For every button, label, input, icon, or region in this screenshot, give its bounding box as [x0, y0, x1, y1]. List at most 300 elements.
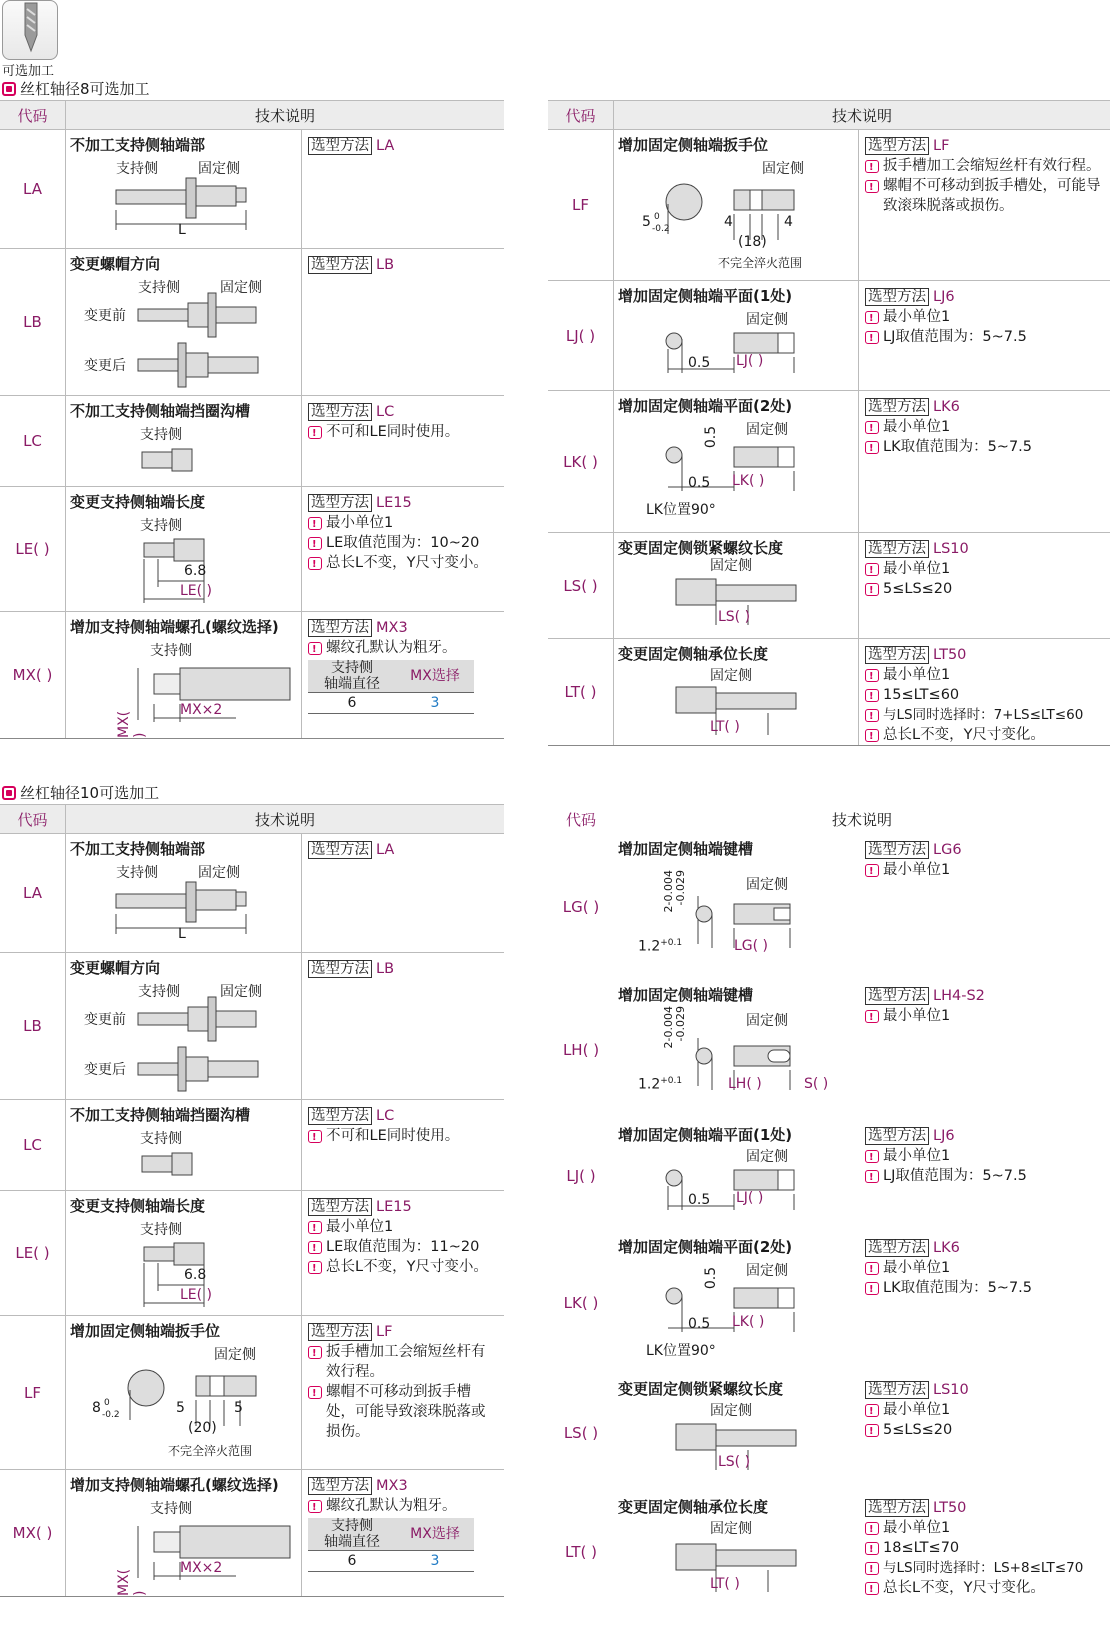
- shaft-diagram: [114, 174, 294, 244]
- table-row: [0, 1100, 504, 1191]
- diagram-label: S( ): [804, 1076, 829, 1092]
- diagram-label: 0.5: [688, 1316, 711, 1332]
- note-item: ! LJ取值范围为：5~7.5: [865, 327, 1104, 347]
- note-item: ! LK取值范围为：5~7.5: [865, 1278, 1104, 1298]
- warning-icon: [308, 557, 322, 570]
- note-item: ! 总长L不变，Y尺寸变化。: [865, 725, 1104, 745]
- diagram-label: 支持侧: [140, 518, 182, 534]
- warning-icon: [308, 1221, 322, 1234]
- note-item: ! LK取值范围为：5~7.5: [865, 437, 1104, 457]
- double-flat-diagram: [664, 441, 854, 501]
- option-title: 增加固定侧轴端平面(2处): [618, 397, 793, 415]
- option-title: 变更螺帽方向: [70, 255, 161, 273]
- selection-spec: [859, 1120, 1110, 1232]
- option-code: LA: [0, 834, 66, 952]
- tech-description: [614, 639, 859, 745]
- table-row: [0, 1316, 504, 1470]
- warning-icon: [865, 421, 879, 434]
- note-item: ! 最小单位1: [865, 860, 1104, 880]
- tech-description: [614, 391, 859, 532]
- diagram-label: LK( ): [732, 473, 765, 489]
- diagram-label: 支持侧: [138, 984, 180, 1000]
- tech-description: [66, 1191, 302, 1315]
- diagram-label: -0.2: [102, 1410, 120, 1420]
- option-title: 变更支持侧轴端长度: [70, 1197, 206, 1215]
- select-example: LE15: [376, 1199, 412, 1215]
- option-code: MX( ): [0, 1470, 66, 1596]
- table-row: [548, 281, 1110, 391]
- diagram-label: LT( ): [710, 719, 740, 735]
- warning-icon: [865, 1262, 879, 1275]
- diagram-label: 2-0.004: [662, 1006, 675, 1049]
- diagram-label: LT( ): [710, 1576, 740, 1592]
- tech-description: [614, 130, 859, 280]
- select-example: LS10: [933, 1382, 969, 1398]
- table-row: [548, 834, 1110, 980]
- warning-icon: [865, 331, 879, 344]
- note-item: ! 与LS同时选择时：7+LS≤LT≤60: [865, 705, 1104, 725]
- diagram-label: 5: [234, 1400, 243, 1416]
- table-row: [0, 1191, 504, 1316]
- table-row: [548, 1374, 1110, 1492]
- diagram-label: LS( ): [718, 609, 751, 625]
- option-title: 增加固定侧轴端键槽: [618, 840, 754, 858]
- retaining-groove-diagram: [140, 448, 200, 478]
- warning-icon: [865, 864, 879, 877]
- diagram-label: 变更后: [84, 358, 126, 374]
- note-item: ! 最小单位1: [865, 665, 1104, 685]
- option-title: 增加支持侧轴端螺孔(螺纹选择): [70, 618, 279, 636]
- warning-icon: [865, 1562, 879, 1575]
- table-row: [548, 533, 1110, 639]
- option-code: LT( ): [565, 1543, 597, 1561]
- table-s8-right: [548, 100, 1110, 746]
- note-item: ! LJ取值范围为：5~7.5: [865, 1166, 1104, 1186]
- diagram-label: 不完全淬火范围: [718, 256, 803, 270]
- option-code: LE( ): [0, 487, 66, 611]
- tech-description: [66, 834, 302, 952]
- note-item: ! 扳手槽加工会缩短丝杆有效行程。: [865, 156, 1104, 176]
- select-method-badge: 选型方法: [308, 256, 372, 274]
- table-s8-left: [0, 100, 504, 739]
- option-code: MX( ): [0, 612, 66, 738]
- diagram-label: 变更前: [84, 1012, 126, 1028]
- select-example: LK6: [933, 1240, 960, 1256]
- diagram-label: 支持侧: [140, 1222, 182, 1238]
- note-item: ! 螺纹孔默认为粗牙。: [308, 1496, 498, 1516]
- diagram-label: 6.8: [184, 1267, 207, 1283]
- select-example: LG6: [933, 842, 962, 858]
- diagram-label: LE( ): [180, 583, 213, 599]
- diagram-label: 固定侧: [710, 1403, 752, 1419]
- warning-icon: [865, 1582, 879, 1595]
- diagram-label: LK位置90°: [646, 502, 716, 518]
- diagram-label: -0.029: [674, 1006, 687, 1042]
- diagram-label: 0: [104, 1398, 110, 1408]
- table-row: [0, 834, 504, 953]
- table-header: 代码 技术说明: [565, 810, 892, 829]
- diagram-label: -0.2: [652, 224, 670, 234]
- table-row: [548, 639, 1110, 745]
- note-item: ! 最小单位1: [865, 1518, 1104, 1538]
- diagram-label: L: [178, 926, 186, 942]
- selection-spec: [859, 980, 1110, 1120]
- table-row: [548, 980, 1110, 1120]
- option-code: LK( ): [548, 391, 614, 532]
- warning-icon: [308, 517, 322, 530]
- option-title: 增加固定侧轴端平面(1处): [618, 287, 793, 305]
- tech-description: [614, 1232, 859, 1374]
- diagram-label: MX( ): [116, 1568, 148, 1596]
- diagram-label: 8: [92, 1400, 101, 1416]
- selection-spec: [302, 396, 504, 486]
- table-row: [0, 396, 504, 487]
- select-method-badge: 选型方法: [308, 960, 372, 978]
- selection-spec: [859, 1492, 1110, 1612]
- diagram-label: 固定侧: [198, 161, 240, 177]
- selection-spec: [302, 130, 504, 248]
- diagram-label: 支持侧: [116, 865, 158, 881]
- option-title: 变更固定侧锁紧螺纹长度: [618, 539, 784, 557]
- diagram-label: 0.5: [688, 355, 711, 371]
- diagram-label: 固定侧: [220, 984, 262, 1000]
- warning-icon: [865, 1404, 879, 1417]
- diagram-label: 固定侧: [214, 1347, 256, 1363]
- select-example: LF: [933, 138, 950, 154]
- option-title: 不加工支持侧轴端部: [70, 136, 206, 154]
- warning-icon: [308, 1346, 322, 1359]
- note-item: ! 总长L不变，Y尺寸变小。: [308, 553, 498, 573]
- select-example: LC: [376, 404, 395, 420]
- table-row: [548, 1232, 1110, 1374]
- selection-spec: [302, 834, 504, 952]
- select-example: LB: [376, 961, 395, 977]
- mx-table: 支持侧 轴端直径 MX选择 6 3: [308, 660, 474, 714]
- top-icon-label: 可选加工: [2, 64, 55, 79]
- selection-spec: [859, 281, 1110, 390]
- warning-icon: [865, 563, 879, 576]
- diagram-label: LS( ): [718, 1454, 751, 1470]
- select-example: LT50: [933, 647, 967, 663]
- select-example: LC: [376, 1108, 395, 1124]
- note-item: ! 最小单位1: [865, 1006, 1104, 1026]
- select-method-badge: 选型方法: [308, 137, 372, 155]
- diagram-label: 5: [176, 1400, 185, 1416]
- diagram-label: MX×2: [180, 702, 223, 718]
- nut-direction-diagram: [136, 993, 296, 1093]
- selection-spec: [859, 1232, 1110, 1374]
- diagram-label: 固定侧: [220, 280, 262, 296]
- note-item: ! 扳手槽加工会缩短丝杆有效行程。: [308, 1342, 498, 1382]
- diagram-label: MX×2: [180, 1560, 223, 1576]
- select-method-badge: 选型方法: [308, 841, 372, 859]
- warning-icon: [308, 1130, 322, 1143]
- note-item: ! LE取值范围为：10~20: [308, 533, 498, 553]
- option-title: 不加工支持侧轴端部: [70, 840, 206, 858]
- diagram-label: 固定侧: [746, 422, 788, 438]
- warning-icon: [308, 537, 322, 550]
- selection-spec: [302, 1470, 504, 1596]
- table-row: [0, 612, 504, 738]
- option-title: 变更固定侧轴承位长度: [618, 1498, 769, 1516]
- retaining-groove-diagram: [140, 1152, 200, 1182]
- selection-spec: [859, 391, 1110, 532]
- diagram-label: 固定侧: [746, 877, 788, 893]
- table-header: 代码 技术说明: [0, 100, 504, 130]
- note-item: ! 总长L不变，Y尺寸变小。: [308, 1257, 498, 1277]
- section-8-title: 丝杠轴径8可选加工: [2, 78, 150, 99]
- select-method-badge: 选型方法: [865, 646, 929, 664]
- option-code: LA: [0, 130, 66, 248]
- section-bullet-icon: [2, 786, 16, 800]
- option-code: LB: [0, 249, 66, 395]
- diagram-label: 不完全淬火范围: [168, 1444, 253, 1458]
- tech-description: [66, 130, 302, 248]
- diagram-label: LE( ): [180, 1287, 213, 1303]
- tech-description: [66, 953, 302, 1099]
- select-method-badge: 选型方法: [865, 288, 929, 306]
- table-row: [548, 1492, 1110, 1612]
- double-flat-diagram: [664, 1282, 854, 1342]
- diagram-label: 0.5: [688, 1192, 711, 1208]
- tech-description: [614, 281, 859, 390]
- note-item: ! 最小单位1: [865, 1146, 1104, 1166]
- diagram-label: 6.8: [184, 563, 207, 579]
- diagram-label: LJ( ): [736, 1190, 764, 1206]
- note-item: ! 螺纹孔默认为粗牙。: [308, 638, 498, 658]
- diagram-label: 5: [642, 214, 651, 230]
- selection-spec: [302, 1100, 504, 1190]
- warning-icon: [865, 1150, 879, 1163]
- warning-icon: [865, 583, 879, 596]
- select-example: LB: [376, 257, 395, 273]
- note-item: ! 总长L不变，Y尺寸变化。: [865, 1578, 1104, 1598]
- select-method-badge: 选型方法: [865, 540, 929, 558]
- selection-spec: [859, 533, 1110, 638]
- note-item: ! 不可和LE同时使用。: [308, 422, 498, 442]
- select-example: MX3: [376, 620, 408, 636]
- option-title: 增加固定侧轴端扳手位: [618, 136, 769, 154]
- selection-spec: [302, 1191, 504, 1315]
- warning-icon: [865, 1170, 879, 1183]
- tech-description: [66, 1316, 302, 1469]
- diagram-label: 固定侧: [746, 312, 788, 328]
- warning-icon: [865, 1522, 879, 1535]
- option-title: 不加工支持侧轴端挡圈沟槽: [70, 402, 251, 420]
- warning-icon: [308, 1500, 322, 1513]
- warning-icon: [865, 160, 879, 173]
- tech-description: [614, 980, 859, 1120]
- diagram-label: $1.2^{+0.1}$: [638, 1076, 683, 1093]
- diagram-label: MX( ): [116, 710, 148, 738]
- section-bullet-icon: [2, 82, 16, 96]
- note-item: ! 最小单位1: [308, 513, 498, 533]
- note-item: ! 15≤LT≤60: [865, 685, 1104, 705]
- diagram-label: 固定侧: [710, 668, 752, 684]
- diagram-label: L: [178, 222, 186, 238]
- select-example: LA: [376, 138, 395, 154]
- select-example: LT50: [933, 1500, 967, 1516]
- option-code: LF: [0, 1316, 66, 1469]
- diagram-label: 支持侧: [140, 427, 182, 443]
- diagram-label: 支持侧: [138, 280, 180, 296]
- tech-description: [66, 612, 302, 738]
- option-title: 增加支持侧轴端螺孔(螺纹选择): [70, 1476, 279, 1494]
- warning-icon: [865, 1282, 879, 1295]
- select-example: LF: [376, 1324, 393, 1340]
- selection-spec: [302, 1316, 504, 1469]
- diagram-label: 0.5: [703, 425, 720, 449]
- select-example: LJ6: [933, 1128, 955, 1144]
- select-method-badge: 选型方法: [308, 619, 372, 637]
- tech-description: [66, 1100, 302, 1190]
- tech-description: [614, 1374, 859, 1492]
- option-code: LE( ): [0, 1191, 66, 1315]
- option-code: LC: [0, 1100, 66, 1190]
- tech-description: [614, 1492, 859, 1612]
- table-row: [0, 249, 504, 396]
- note-item: ! 不可和LE同时使用。: [308, 1126, 498, 1146]
- diagram-label: (18): [738, 234, 767, 250]
- table-row: [548, 130, 1110, 281]
- option-title: 变更固定侧轴承位长度: [618, 645, 769, 663]
- tech-description: [614, 834, 859, 980]
- select-method-badge: 选型方法: [308, 1107, 372, 1125]
- selection-spec: [302, 487, 504, 611]
- note-item: ! 与LS同时选择时：LS+8≤LT≤70: [865, 1558, 1104, 1578]
- note-item: ! 螺帽不可移动到扳手槽处，可能导致滚珠脱落或损伤。: [308, 1382, 498, 1442]
- diagram-label: (20): [188, 1420, 217, 1436]
- note-item: ! 螺帽不可移动到扳手槽处，可能导致滚珠脱落或损伤。: [865, 176, 1104, 216]
- option-code: LK( ): [563, 1294, 599, 1312]
- warning-icon: [865, 689, 879, 702]
- table-row: [548, 391, 1110, 533]
- diagram-label: -0.029: [674, 870, 687, 906]
- diagram-label: LH( ): [728, 1076, 762, 1092]
- note-item: ! 5≤LS≤20: [865, 1420, 1104, 1440]
- note-item: ! 5≤LS≤20: [865, 579, 1104, 599]
- option-title: 不加工支持侧轴端挡圈沟槽: [70, 1106, 251, 1124]
- diagram-label: 固定侧: [746, 1263, 788, 1279]
- shaft-diagram: [114, 878, 294, 948]
- diagram-label: 2-0.004: [662, 870, 675, 913]
- wrench-flat-diagram: [634, 174, 834, 254]
- select-example: LH4-S2: [933, 988, 985, 1004]
- option-code: LS( ): [563, 1424, 599, 1442]
- tech-description: [66, 249, 302, 395]
- diagram-label: 支持侧: [140, 1131, 182, 1147]
- note-item: ! 最小单位1: [865, 417, 1104, 437]
- diagram-label: LK( ): [732, 1314, 765, 1330]
- table-row: [0, 487, 504, 612]
- option-code: LF: [548, 130, 614, 280]
- warning-icon: [865, 311, 879, 324]
- tech-description: [614, 1120, 859, 1232]
- diagram-label: 变更前: [84, 308, 126, 324]
- option-title: 变更支持侧轴端长度: [70, 493, 206, 511]
- select-method-badge: 选型方法: [308, 1198, 372, 1216]
- diagram-label: $1.2^{+0.1}$: [638, 938, 683, 955]
- tech-description: [66, 396, 302, 486]
- select-example: LE15: [376, 495, 412, 511]
- warning-icon: [865, 729, 879, 742]
- warning-icon: [308, 1261, 322, 1274]
- warning-icon: [865, 709, 879, 722]
- tech-description: [614, 533, 859, 638]
- table-s10-left: [0, 804, 504, 1597]
- section-10-title: 丝杠轴径10可选加工: [2, 782, 159, 803]
- table-row: [548, 1120, 1110, 1232]
- diagram-label: 0: [654, 212, 660, 222]
- diagram-label: 固定侧: [746, 1013, 788, 1029]
- diagram-label: 固定侧: [710, 1521, 752, 1537]
- diagram-label: 0.5: [703, 1266, 720, 1290]
- selection-spec: [302, 249, 504, 395]
- selection-spec: [859, 1374, 1110, 1492]
- select-example: LA: [376, 842, 395, 858]
- warning-icon: [308, 642, 322, 655]
- note-item: ! 18≤LT≤70: [865, 1538, 1104, 1558]
- select-method-badge: 选型方法: [865, 1499, 929, 1517]
- selection-spec: [859, 639, 1110, 745]
- warning-icon: [308, 1386, 322, 1399]
- option-code: LB: [0, 953, 66, 1099]
- option-title: 增加固定侧轴端键槽: [618, 986, 754, 1004]
- warning-icon: [865, 669, 879, 682]
- note-item: ! 最小单位1: [865, 559, 1104, 579]
- diagram-label: LK位置90°: [646, 1343, 716, 1359]
- select-method-badge: 选型方法: [865, 1127, 929, 1145]
- note-item: ! 最小单位1: [865, 307, 1104, 327]
- select-method-badge: 选型方法: [865, 987, 929, 1005]
- optional-processing-icon: [2, 0, 58, 60]
- diagram-label: 支持侧: [150, 643, 192, 659]
- table-row: [0, 953, 504, 1100]
- table-row: [0, 1470, 504, 1596]
- diagram-label: 4: [784, 214, 793, 230]
- option-title: 变更固定侧锁紧螺纹长度: [618, 1380, 784, 1398]
- option-code: LJ( ): [548, 281, 614, 390]
- option-code: LC: [0, 396, 66, 486]
- option-title: 增加固定侧轴端扳手位: [70, 1322, 221, 1340]
- selection-spec: [302, 953, 504, 1099]
- option-title: 变更螺帽方向: [70, 959, 161, 977]
- select-example: LS10: [933, 541, 969, 557]
- select-method-badge: 选型方法: [865, 137, 929, 155]
- note-item: ! LE取值范围为：11~20: [308, 1237, 498, 1257]
- diagram-label: 支持侧: [116, 161, 158, 177]
- selection-spec: [859, 834, 1110, 980]
- select-example: MX3: [376, 1478, 408, 1494]
- table-header: 代码 技术说明: [0, 804, 504, 834]
- option-title: 增加固定侧轴端平面(1处): [618, 1126, 793, 1144]
- select-example: LK6: [933, 399, 960, 415]
- diagram-label: 4: [724, 214, 733, 230]
- warning-icon: [865, 441, 879, 454]
- note-item: ! 最小单位1: [308, 1217, 498, 1237]
- warning-icon: [865, 1424, 879, 1437]
- nut-direction-diagram: [136, 289, 296, 389]
- warning-icon: [865, 1542, 879, 1555]
- diagram-label: 固定侧: [762, 161, 804, 177]
- table-header: 代码 技术说明: [548, 100, 1110, 130]
- diagram-label: 固定侧: [746, 1149, 788, 1165]
- warning-icon: [865, 1010, 879, 1023]
- tech-description: [66, 1470, 302, 1596]
- selection-spec: [859, 130, 1110, 280]
- note-item: ! 最小单位1: [865, 1258, 1104, 1278]
- warning-icon: [865, 180, 879, 193]
